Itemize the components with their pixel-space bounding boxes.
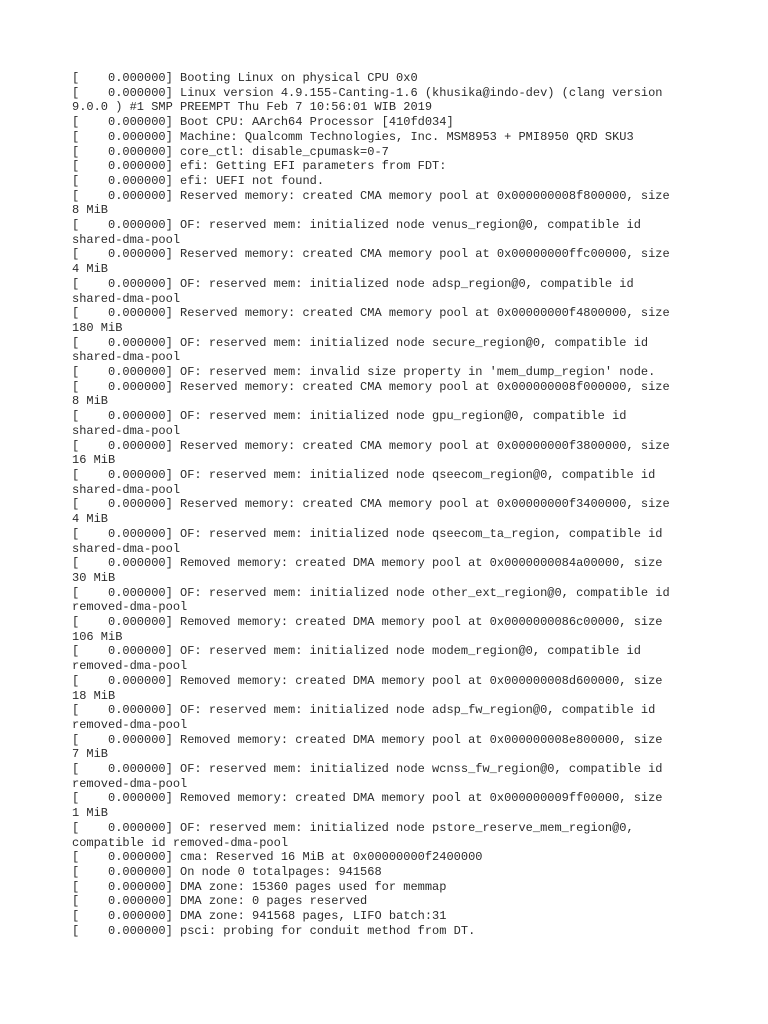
- log-line: [ 0.000000] OF: reserved mem: initialized node adsp_fw_region@0, compatible id: [72, 703, 656, 718]
- log-line: 8 MiB: [72, 203, 109, 218]
- log-line: [ 0.000000] Removed memory: created DMA memory pool at 0x000000009ff00000, size: [72, 791, 663, 806]
- log-line: [ 0.000000] OF: reserved mem: initialized node other_ext_region@0, compatible id: [72, 585, 670, 600]
- log-line: 18 MiB: [72, 688, 116, 703]
- log-line: [ 0.000000] Reserved memory: created CMA memory pool at 0x000000008f800000, size: [72, 188, 670, 203]
- log-line: 180 MiB: [72, 320, 123, 335]
- log-line: removed-dma-pool: [72, 659, 188, 674]
- log-line: shared-dma-pool: [72, 232, 181, 247]
- log-line: [ 0.000000] Removed memory: created DMA memory pool at 0x0000000084a00000, size: [72, 556, 663, 571]
- log-line: [ 0.000000] Booting Linux on physical CPU 0x0: [72, 71, 418, 85]
- log-line: shared-dma-pool: [72, 291, 181, 306]
- log-line: [ 0.000000] OF: reserved mem: initialized node qseecom_ta_region, compatible id: [72, 526, 663, 541]
- log-line: 106 MiB: [72, 629, 123, 644]
- log-line: [ 0.000000] OF: reserved mem: initialized node modem_region@0, compatible id: [72, 644, 641, 659]
- log-line: 4 MiB: [72, 262, 109, 277]
- log-line: [ 0.000000] OF: reserved mem: initialized node wcnss_fw_region@0, compatible id: [72, 762, 663, 777]
- log-line: [ 0.000000] efi: UEFI not found.: [72, 173, 325, 188]
- log-line: [ 0.000000] OF: reserved mem: initialized node qseecom_region@0, compatible id: [72, 467, 656, 482]
- log-line: removed-dma-pool: [72, 776, 188, 791]
- log-line: [ 0.000000] OF: reserved mem: initialized node secure_region@0, compatible id: [72, 335, 649, 350]
- log-line: [ 0.000000] DMA zone: 15360 pages used for memmap: [72, 879, 447, 894]
- log-line: [ 0.000000] Reserved memory: created CMA memory pool at 0x00000000f3400000, size: [72, 497, 670, 512]
- log-line: removed-dma-pool: [72, 717, 188, 732]
- log-line: 7 MiB: [72, 747, 109, 762]
- log-line: [ 0.000000] On node 0 totalpages: 941568: [72, 864, 382, 879]
- log-line: 9.0.0 ) #1 SMP PREEMPT Thu Feb 7 10:56:01 WIB 2019: [72, 100, 433, 115]
- log-line: shared-dma-pool: [72, 482, 181, 497]
- log-line: [ 0.000000] core_ctl: disable_cpumask=0-7: [72, 144, 389, 159]
- log-line: [ 0.000000] Reserved memory: created CMA memory pool at 0x00000000f3800000, size: [72, 438, 670, 453]
- log-line: 8 MiB: [72, 394, 109, 409]
- log-line: [ 0.000000] cma: Reserved 16 MiB at 0x00000000f2400000: [72, 850, 483, 865]
- log-line: 30 MiB: [72, 570, 116, 585]
- log-line: [ 0.000000] OF: reserved mem: invalid size property in 'mem_dump_region' node.: [72, 365, 656, 380]
- log-line: [ 0.000000] Machine: Qualcomm Technologies, Inc. MSM8953 + PMI8950 QRD SKU3: [72, 129, 634, 144]
- kernel-log-document: [72, 71, 712, 938]
- log-line: [ 0.000000] Linux version 4.9.155-Canting-1.6 (khusika@indo-dev) (clang version: [72, 85, 663, 100]
- log-line: [ 0.000000] Reserved memory: created CMA memory pool at 0x00000000f4800000, size: [72, 306, 670, 321]
- log-line: [ 0.000000] Reserved memory: created CMA memory pool at 0x00000000ffc00000, size: [72, 247, 670, 262]
- log-line: [ 0.000000] Reserved memory: created CMA memory pool at 0x000000008f000000, size: [72, 379, 670, 394]
- log-line: 1 MiB: [72, 806, 109, 821]
- log-line: [ 0.000000] efi: Getting EFI parameters from FDT:: [72, 159, 447, 174]
- log-line: shared-dma-pool: [72, 350, 181, 365]
- log-line: [ 0.000000] Removed memory: created DMA memory pool at 0x0000000086c00000, size: [72, 615, 663, 630]
- log-line: [ 0.000000] psci: probing for conduit method from DT.: [72, 923, 476, 938]
- log-line: removed-dma-pool: [72, 600, 188, 615]
- log-line: [ 0.000000] OF: reserved mem: initialized node adsp_region@0, compatible id: [72, 276, 634, 291]
- log-line: 16 MiB: [72, 453, 116, 468]
- log-line: [ 0.000000] Removed memory: created DMA memory pool at 0x000000008d600000, size: [72, 673, 663, 688]
- log-line: [ 0.000000] OF: reserved mem: initialized node gpu_region@0, compatible id: [72, 409, 627, 424]
- log-line: compatible id removed-dma-pool: [72, 835, 289, 850]
- log-line: 4 MiB: [72, 512, 109, 527]
- log-line: [ 0.000000] DMA zone: 941568 pages, LIFO batch:31: [72, 909, 447, 924]
- log-line: [ 0.000000] OF: reserved mem: initialized node pstore_reserve_mem_region@0,: [72, 820, 634, 835]
- log-line: [ 0.000000] DMA zone: 0 pages reserved: [72, 894, 368, 909]
- log-line: [ 0.000000] Removed memory: created DMA memory pool at 0x000000008e800000, size: [72, 732, 663, 747]
- log-line: shared-dma-pool: [72, 541, 181, 556]
- log-line: [ 0.000000] Boot CPU: AArch64 Processor [410fd034]: [72, 115, 454, 130]
- log-line: shared-dma-pool: [72, 423, 181, 438]
- log-line: [ 0.000000] OF: reserved mem: initialized node venus_region@0, compatible id: [72, 218, 641, 233]
